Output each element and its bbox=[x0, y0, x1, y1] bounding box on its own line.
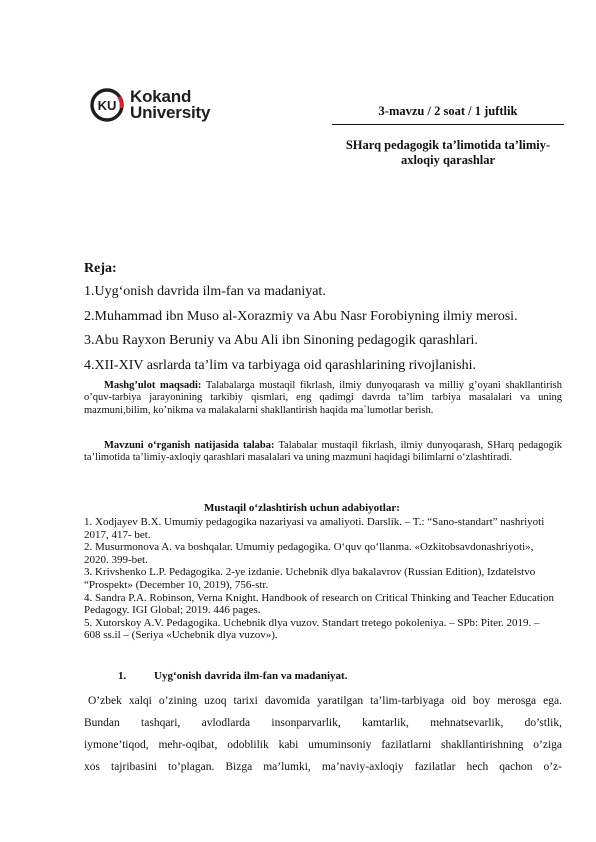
body-line: iymone’tiqod, mehr-oqibat, odoblilik kabi umuminsoniy fazilatlarni shakllantirishning o’ziga bbox=[84, 739, 562, 751]
references-list bbox=[84, 516, 554, 642]
plan-heading: Reja: bbox=[84, 261, 117, 276]
learning-outcome-label: Mavzuni o‘rganish natijasida talaba: bbox=[104, 440, 275, 451]
plan-item: 3.Abu Rayxon Beruniy va Abu Ali ibn Sinoning pedagogik qarashlari. bbox=[84, 333, 478, 348]
learning-outcome-text: Talabalar mustaqil fikrlash, ilmiy dunyoqarash, SHarq pedagogik ta’limotida ta’limiy-axloqiy qarashlari masalalari va uning mazmuni haqidagi bilimlarni o‘zlashtiradi. bbox=[84, 440, 563, 464]
body-line: xos tajribasini to’plagan. Bizga ma’lumki, ma’naviy-axloqiy fazilatlar hech qachon o’z- bbox=[84, 761, 562, 773]
ku-logo-icon bbox=[90, 88, 124, 122]
references-heading: Mustaqil o‘zlashtirish uchun adabiyotlar: bbox=[204, 502, 400, 514]
topic-line: 3-mavzu / 2 soat / 1 juftlik bbox=[378, 104, 518, 118]
university-logo bbox=[90, 88, 210, 122]
lesson-goal-text: Talabalarga mustaqil fikrlash, ilmiy dunyoqarash va milliy g’oyani shakllantirish o’quv-tarbiya jarayonining tarkibiy qismlari, eng qadimgi davrda ta’lim tarbiya masalalari va uning mazmuni,bilim, ko’nikma va malakalarni shakllantirish haqida ma`lumotlar berish. bbox=[84, 380, 562, 416]
reference-item: 2. Musurmonova A. va boshqalar. Umumiy pedagogika. O‘quv qo‘llanma. «Ozkitobsavdonashriyoti», 2020. 399-bet. bbox=[84, 541, 534, 566]
header-rule bbox=[332, 124, 564, 125]
reference-item: 5. Xutorskoy A.V. Pedagogika. Uchebnik dlya vuzov. Standart tretego pokoleniya. – SPb: Piter. 2019. – 608 ss.il – (Seriya «Uchebnik dlya vuzov»). bbox=[84, 616, 540, 642]
section-number: 1. bbox=[118, 670, 127, 682]
plan-item: 4.XII-XIV asrlarda ta’lim va tarbiyaga oid qarashlarining rivojlanishi. bbox=[84, 357, 477, 373]
topic-title: SHarq pedagogik ta’limotida ta’limiy-axloqiy qarashlar bbox=[345, 138, 551, 167]
body-line: Bundan tashqari, avlodlarda insonparvarlik, kamtarlik, mehnatsevarlik, do’stlik, bbox=[84, 717, 562, 729]
logo-wordmark bbox=[130, 89, 210, 121]
logo-line-2: University bbox=[130, 103, 211, 122]
reference-item: 3. Krivshenko L.P. Pedagogika. 2-ye izdanie. Uchebnik dlya bakalavrov (Russian Edition), Izdatelstvo “Prospekt» (December 10, 2019), 756-str. bbox=[84, 566, 536, 591]
lesson-goal-paragraph bbox=[84, 380, 562, 417]
learning-outcome-paragraph bbox=[84, 440, 562, 465]
plan-item: 2.Muhammad ibn Muso al-Xorazmiy va Abu Nasr Forobiyning ilmiy merosi. bbox=[84, 308, 518, 324]
body-line: O’zbek xalqi o’zining uzoq tarixi davomida yaratilgan ta’lim-tarbiyaga oid boy merosga ega. bbox=[88, 695, 562, 707]
reference-item: 1. Xodjayev B.X. Umumiy pedagogika nazariyasi va amaliyoti. Darslik. – T.: “Sano-standart” nashriyoti 2017, 417- bet. bbox=[84, 516, 545, 541]
section-body bbox=[84, 690, 562, 778]
logo-mark-text: KU bbox=[97, 98, 117, 113]
logo-line-1: Kokand bbox=[130, 87, 192, 106]
reference-item: 4. Sandra P.A. Robinson, Verna Knight. Handbook of research on Critical Thinking and Teacher Education Pedagogy. IGI Global; 2019. 446 pages. bbox=[84, 591, 554, 617]
section-heading bbox=[118, 670, 347, 682]
section-title: Uyg‘onish davrida ilm-fan va madaniyat. bbox=[154, 670, 348, 682]
plan-list bbox=[84, 280, 518, 378]
lesson-goal-label: Mashg’ulot maqsadi: bbox=[104, 380, 202, 391]
plan-item: 1.Uyg‘onish davrida ilm-fan va madaniyat. bbox=[84, 284, 326, 299]
